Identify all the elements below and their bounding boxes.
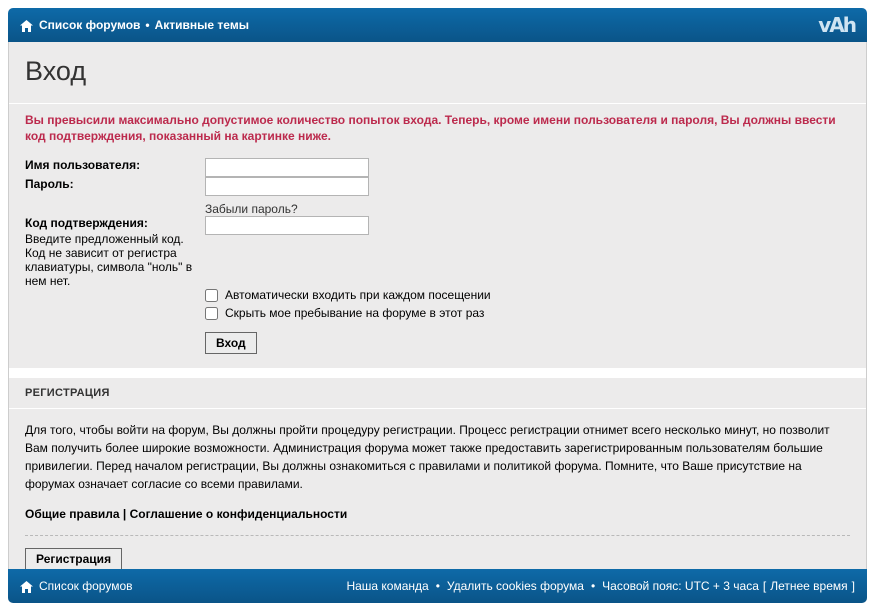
footer-timezone-text: Часовой пояс: UTC + 3 часа xyxy=(602,579,759,593)
footer-dst-open: [ xyxy=(762,579,767,593)
nav-separator: • xyxy=(145,18,150,32)
forgot-password-link[interactable]: Забыли пароль? xyxy=(205,202,298,216)
login-submit-button[interactable]: Вход xyxy=(205,332,257,354)
register-button[interactable]: Регистрация xyxy=(25,548,122,570)
home-icon xyxy=(20,20,33,32)
autologin-checkbox[interactable] xyxy=(205,289,218,302)
login-form xyxy=(25,158,491,354)
registration-body xyxy=(9,409,866,586)
username-field-cell xyxy=(205,158,491,177)
registration-links xyxy=(25,507,850,521)
hide-presence-label[interactable]: Скрыть мое пребывание на форуме в этот раз xyxy=(225,306,485,320)
options-row xyxy=(25,288,491,354)
privacy-policy-link[interactable]: Соглашение о конфиденциальности xyxy=(129,507,348,521)
top-navigation-bar xyxy=(8,8,867,42)
password-label: Пароль: xyxy=(25,177,74,191)
footer-separator-2: • xyxy=(590,579,596,593)
captcha-row xyxy=(25,216,491,288)
registration-heading: РЕГИСТРАЦИЯ xyxy=(9,378,866,409)
page-title-container xyxy=(9,42,866,104)
username-input[interactable] xyxy=(205,158,369,177)
options-spacer xyxy=(25,288,205,354)
footer-right-group xyxy=(346,579,855,593)
dashed-divider xyxy=(25,535,850,536)
captcha-hint: Введите предложенный код. Код не зависит от регистра клавиатуры, символа "ноль" в нем нет. xyxy=(25,232,193,288)
footer-link-delete-cookies[interactable]: Удалить cookies форума xyxy=(446,579,584,593)
username-row xyxy=(25,158,491,177)
submit-container xyxy=(205,332,491,354)
footer-link-dst[interactable]: Летнее время xyxy=(770,579,848,593)
password-field-cell xyxy=(205,177,491,216)
captcha-field-cell xyxy=(205,216,491,288)
captcha-label-cell xyxy=(25,216,205,288)
footer-bar xyxy=(8,569,867,603)
password-row xyxy=(25,177,491,216)
main-panel xyxy=(8,42,867,587)
password-input[interactable] xyxy=(205,177,369,196)
login-error-message: Вы превысили максимально допустимое количество попыток входа. Теперь, кроме имени пользователя и пароля, Вы должны ввести код подтверждения, показанный на картинке ниже. xyxy=(25,113,836,143)
options-cell xyxy=(205,288,491,354)
autologin-row xyxy=(205,288,491,302)
registration-text: Для того, чтобы войти на форум, Вы должны пройти процедуру регистрации. Процесс регистрации отнимет всего несколько минут, но позволит Вам получить более широкие возможности. Администрация форума может также предоставить зарегистрированным пользователям большие привилегии. Перед началом регистрации, Вы должны ознакомиться с правилами и политикой форума. Помните, что Ваше присутствие на форумах означает согласие со всеми правилами. xyxy=(25,423,830,491)
rules-link[interactable]: Общие правила xyxy=(25,507,120,521)
username-label: Имя пользователя: xyxy=(25,158,141,172)
autologin-label[interactable]: Автоматически входить при каждом посещении xyxy=(225,288,491,302)
nav-link-forum-list[interactable]: Список форумов xyxy=(39,18,141,32)
page-title: Вход xyxy=(25,56,87,86)
footer-dst-close: ] xyxy=(851,579,855,593)
site-logo: vAh xyxy=(818,13,855,37)
captcha-label: Код подтверждения: xyxy=(25,216,148,230)
login-block xyxy=(9,104,866,368)
footer-separator-1: • xyxy=(435,579,440,593)
hide-presence-checkbox[interactable] xyxy=(205,307,218,320)
links-separator: | xyxy=(122,507,127,521)
nav-link-active-topics[interactable]: Активные темы xyxy=(154,18,249,32)
hide-presence-row xyxy=(205,306,491,320)
home-icon xyxy=(20,581,33,593)
section-divider xyxy=(9,368,866,378)
footer-link-forum-list[interactable]: Список форумов xyxy=(39,579,133,593)
footer-link-team[interactable]: Наша команда xyxy=(346,579,429,593)
captcha-input[interactable] xyxy=(205,216,369,235)
